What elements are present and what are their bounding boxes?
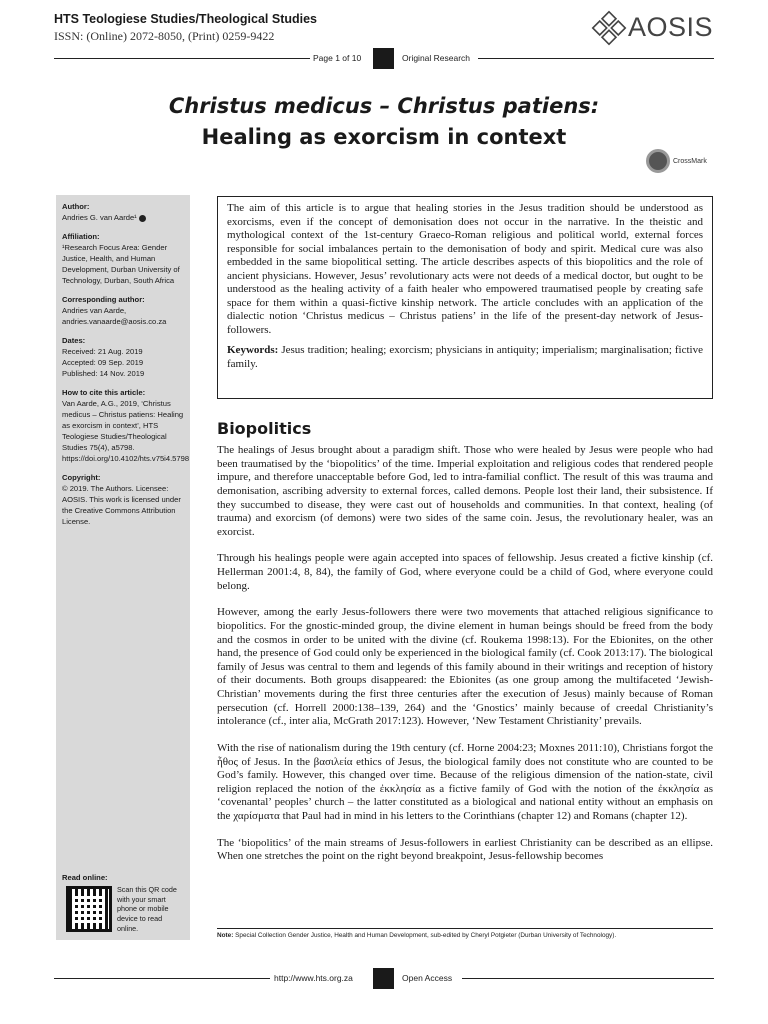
date-accepted: Accepted: 09 Sep. 2019 (62, 358, 144, 367)
date-published: Published: 14 Nov. 2019 (62, 369, 145, 378)
copyright-text: © 2019. The Authors. Licensee: AOSIS. This work is licensed under the Creative Commons Attribution License. (62, 484, 181, 526)
aosis-logo-icon (592, 10, 627, 45)
read-online-box (56, 870, 190, 940)
date-received: Received: 21 Aug. 2019 (62, 347, 143, 356)
qr-instructions: Scan this QR code with your smart phone or mobile device to read online. (117, 885, 177, 933)
footnote (217, 932, 713, 939)
header-rule-right (478, 58, 714, 59)
affiliation-text: ¹Research Focus Area: Gender Justice, Health, and Human Development, Durban University of Technology, Durban, South Africa (62, 243, 180, 285)
cite-heading: How to cite this article: (62, 388, 146, 397)
abstract-box (217, 196, 713, 399)
note-rule (217, 928, 713, 929)
crossmark-label: CrossMark (673, 157, 707, 165)
section-heading: Biopolitics (217, 419, 312, 438)
abstract-text: The aim of this article is to argue that healing stories in the Jesus tradition should be understood as exorcisms, even if the concept of demonisation does not occur in the narrative. In the theistic and mythological context of the 1st-century Graeco-Roman religious and political world, external forces responsible for social imbalances pertain to the demonisation of body and spirit. Medical cure was also embedded in the same biopolitical setting. The article describes aspects of this biopolitics and the role of ancient physicians. However, Jesus’ revolutionary acts were not deeds of a medical doctor, but ought to be understood as the healing activity of a faith healer who empowered traumatised people by creating safe space for them within a quasi-fictive kinship network. The article concludes with an application of the dialectic notion ‘Christus medicus – Christus patiens’ in the life of the present-day network of Jesus-followers. (227, 202, 703, 336)
publisher-logo (594, 12, 713, 43)
author-heading: Author: (62, 202, 90, 211)
footer-url[interactable]: http://www.hts.org.za (274, 973, 353, 983)
paragraph: However, among the early Jesus-followers there were two movements that attached religious significance to biopolitics. For the gnostic-minded group, the divine element in human beings should be freed from the body and the cosmos in order to be united with the divine (cf. Roukema 1998:13). For the Ebionites, on the other hand, the presence of God could only be experienced in the biological family (cf. Cook 2013:17). The biological family of Jesus was central to them and legends of this family abound in their writings and reception of history of their documents. Both groups disappeared: the Ebionites (as one group among the multifaceted ‘Jewish-Christian’ movements during the first three centuries after the execution of Jesus) mainly because of Roman persecution (cf. Horrell 2000:138–139, 264) and the ‘Gnostics’ mainly because of creedal Christianity’s intolerance (cf., inter alia, McGrath 2017:123). However, ‘New Testament Christianity’ prevails. (217, 606, 713, 728)
qr-code-icon[interactable] (66, 886, 112, 932)
dates-heading: Dates: (62, 336, 86, 345)
keywords-label: Keywords: (227, 344, 279, 357)
orcid-icon[interactable] (139, 215, 146, 222)
paragraph: The healings of Jesus brought about a paradigm shift. Those who were healed by Jesus were people who had been traumatised by the ‘biopolitics’ of the time. Imperial exploitation and religious codes that rendered people impure, and therefore unacceptable before God, led to intra-familial conflict. The result of this was trauma and demonisation, ascribing adversity to external forces, called demons. People lost their land, their subsistence. If they succumbed to disease, they were cast out of households and communities. In that context, healing (of trauma) and exorcism (of demons) were two sides of the same coin. Jesus, the revolutionary healer, was an exorcist. (217, 444, 713, 538)
keywords-text: Jesus tradition; healing; exorcism; physicians in antiquity; imperialism; marginalisation; fictive family. (227, 344, 703, 370)
paragraph: The ‘biopolitics’ of the main streams of Jesus-followers in earliest Christianity can be described as an ellipse. When one stretches the point on the right beyond breakpoint, Jesus-fellowship becomes (217, 836, 713, 863)
footer-access: Open Access (402, 973, 453, 983)
read-online-heading: Read online: (62, 873, 108, 882)
paragraph: With the rise of nationalism during the 19th century (cf. Horne 2004:23; Moxnes 2011:10), Christians forgot the ἦθος of Jesus. In the βασιλεία ethics of Jesus, the biological family does not constitute who are counted to be God’s family. However, this changed over time. Because of the religious dimension of the nation-state, civil religion replaced the notion of the ἐκκλησία as a fictive family of God with the notion of the ἐκκλησία as ‘covenantal’ peoples’ church – the latter constituted as a biological and national entity without an emphasis on the χαρίσματα that Paul had in mind in his letters to the Corinthians (chapter 12) and Romans (chapter 12). (217, 741, 713, 822)
footer-rule-left (54, 978, 270, 979)
header-rule-left (54, 58, 310, 59)
footer-rule-right (462, 978, 714, 979)
header-black-box (373, 48, 394, 69)
page-number: Page 1 of 10 (313, 53, 362, 63)
corresponding-email[interactable]: andries.vanaarde@aosis.co.za (62, 317, 167, 326)
article-info-sidebar (56, 195, 190, 892)
section-type: Original Research (402, 53, 471, 63)
affiliation-heading: Affiliation: (62, 232, 100, 241)
paragraph: Through his healings people were again accepted into spaces of fellowship. Jesus created a fictive kinship (cf. Hellerman 2001:4, 8, 84), the family of God, where everyone could be a child of God, where everyone could belong. (217, 552, 713, 592)
crossmark-badge[interactable] (646, 149, 707, 173)
copyright-heading: Copyright: (62, 473, 101, 482)
author-name: Andries G. van Aarde¹ (62, 213, 137, 222)
journal-title: HTS Teologiese Studies/Theological Studies (54, 12, 318, 26)
body-text (217, 444, 713, 877)
citation-text: Van Aarde, A.G., 2019, ‘Christus medicus – Christus patiens: Healing as exorcism in context’, HTS Teologiese Studies/Theological Studies 75(4), a5798. https://doi.org/10.4102/hts.v75i4.5798 (62, 399, 190, 463)
corresponding-name: Andries van Aarde, (62, 306, 127, 315)
note-label: Note: (217, 932, 234, 939)
issn: ISSN: (Online) 2072-8050, (Print) 0259-9422 (54, 29, 275, 43)
article-title-line2: Healing as exorcism in context (201, 125, 567, 149)
publisher-name: AOSIS (628, 12, 714, 42)
footer-black-box (373, 968, 394, 989)
note-text: Special Collection Gender Justice, Health and Human Development, sub-edited by Cheryl Potgieter (Durban University of Technology). (235, 932, 617, 939)
crossmark-icon (646, 149, 670, 173)
corresponding-heading: Corresponding author: (62, 295, 145, 304)
article-title-line1: Christus medicus – Christus patiens: (168, 94, 600, 118)
